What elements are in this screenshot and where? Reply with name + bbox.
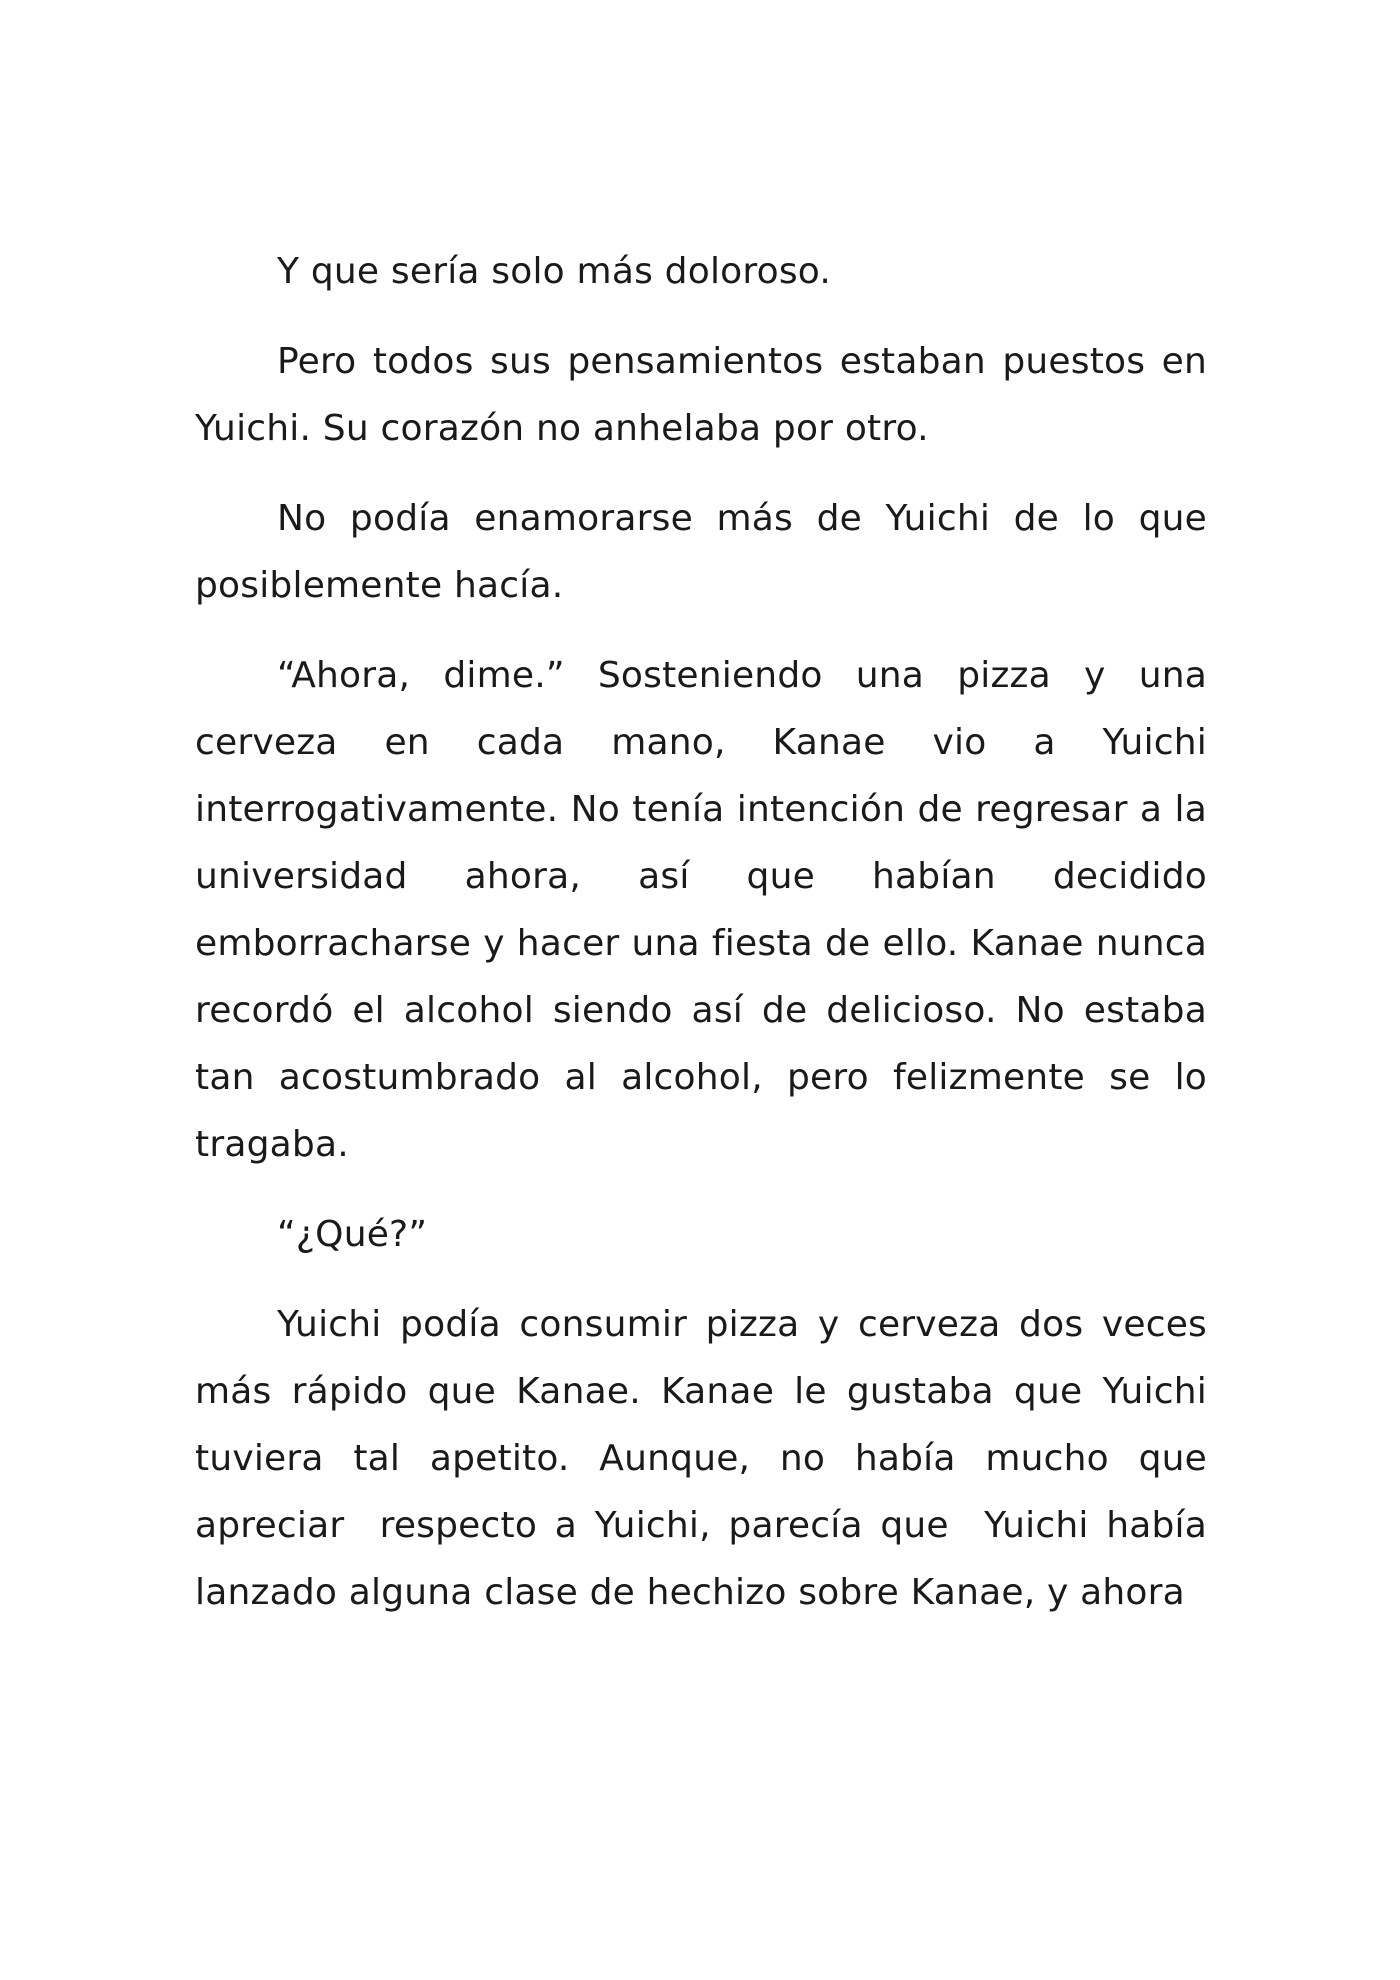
paragraph-5: “¿Qué?”	[277, 1214, 428, 1255]
paragraph-1: Y que sería solo más doloroso.	[277, 251, 832, 292]
paragraph-3: No podía enamorarse más de Yuichi de lo que posiblemente hacía.	[195, 498, 1219, 606]
paragraph-6: Yuichi podía consumir pizza y cerveza dos veces más rápido que Kanae. Kanae le gustaba que Yuichi tuviera tal apetito. Aunque, no había mucho que apreciar respecto a Yuichi, parecía que Yuichi había lanzado alguna clase de hechizo sobre Kanae, y ahora	[195, 1304, 1219, 1613]
paragraph-2: Pero todos sus pensamientos estaban puestos en Yuichi. Su corazón no anhelaba por otro.	[195, 341, 1219, 449]
body-text	[195, 238, 1219, 1649]
paragraph-4: “Ahora, dime.” Sosteniendo una pizza y una cerveza en cada mano, Kanae vio a Yuichi interrogativamente. No tenía intención de regresar a la universidad ahora, así que habían decidido emborracharse y hacer una fiesta de ello. Kanae nunca recordó el alcohol siendo así de delicioso. No estaba tan acostumbrado al alcohol, pero felizmente se lo tragaba.	[195, 655, 1219, 1165]
